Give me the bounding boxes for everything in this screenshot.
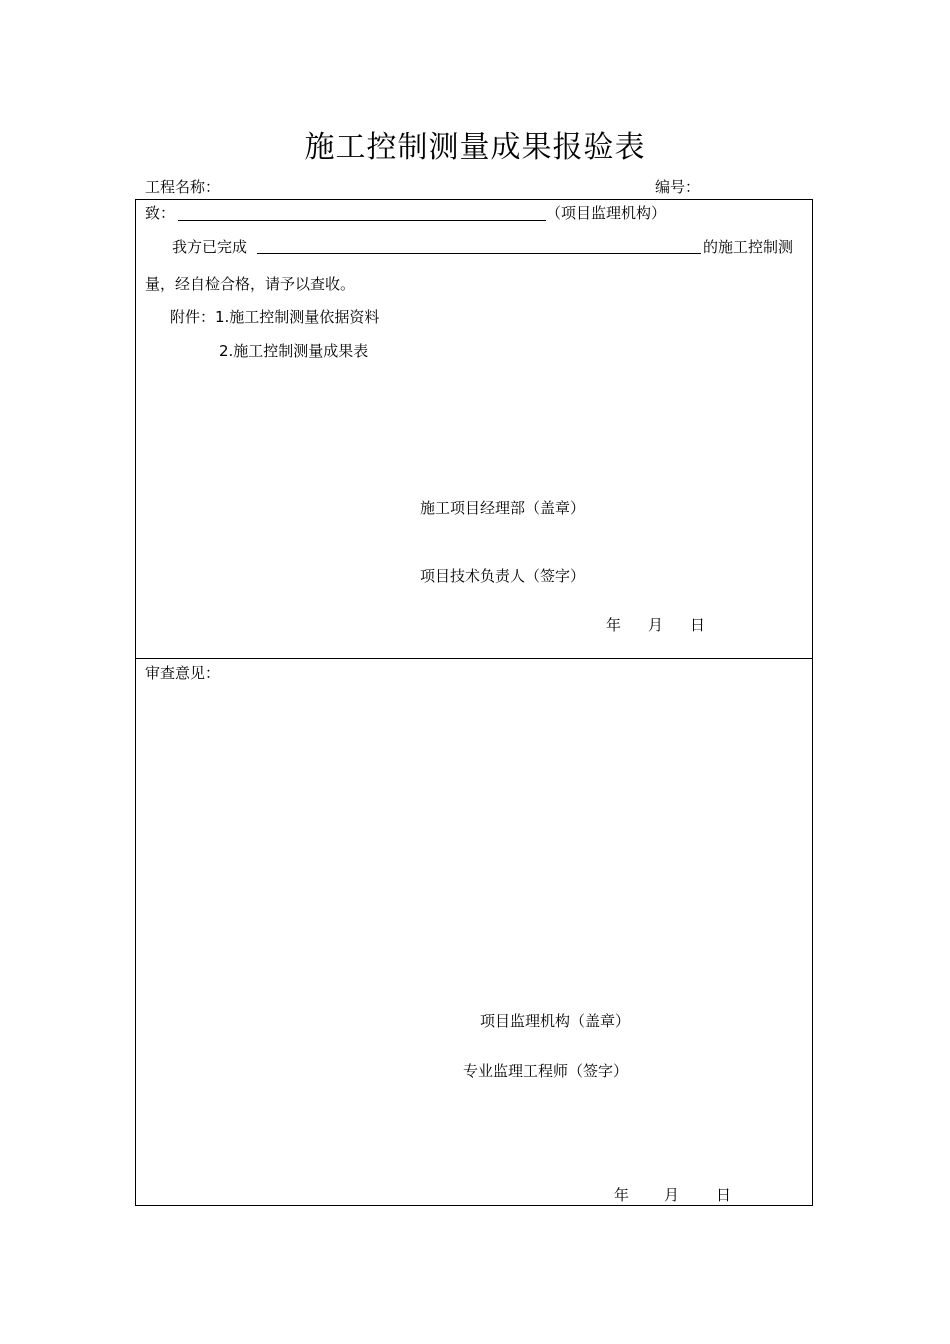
section-divider	[135, 658, 813, 659]
to-label: 致：	[145, 204, 176, 222]
review-opinion-label: 审查意见：	[145, 664, 221, 682]
dept-stamp-label: 施工项目经理部（盖章）	[420, 499, 586, 517]
to-blank-line[interactable]	[178, 220, 546, 221]
body-line2: 量，经自检合格，请予以查收。	[145, 275, 356, 293]
review-year-label: 年	[614, 1186, 630, 1204]
submission-year-label: 年	[606, 616, 622, 634]
project-name-label: 工程名称：	[145, 178, 221, 196]
attachment-2: 2.施工控制测量成果表	[219, 342, 369, 360]
page-title: 施工控制测量成果报验表	[304, 130, 646, 165]
submission-day-label: 日	[690, 616, 706, 634]
body-line1-prefix: 我方已完成	[172, 238, 248, 256]
review-org-stamp-label: 项目监理机构（盖章）	[480, 1012, 631, 1030]
submission-month-label: 月	[648, 616, 664, 634]
review-day-label: 日	[716, 1186, 732, 1204]
attachment-1: 附件：1.施工控制测量依据资料	[170, 308, 380, 326]
work-blank-line[interactable]	[257, 253, 701, 254]
to-suffix: （项目监理机构）	[546, 204, 667, 222]
review-month-label: 月	[664, 1186, 680, 1204]
tech-lead-sign-label: 项目技术负责人（签字）	[420, 567, 586, 585]
body-line1-suffix: 的施工控制测	[703, 238, 794, 256]
review-engineer-sign-label: 专业监理工程师（签字）	[463, 1062, 629, 1080]
number-label: 编号：	[655, 178, 701, 196]
